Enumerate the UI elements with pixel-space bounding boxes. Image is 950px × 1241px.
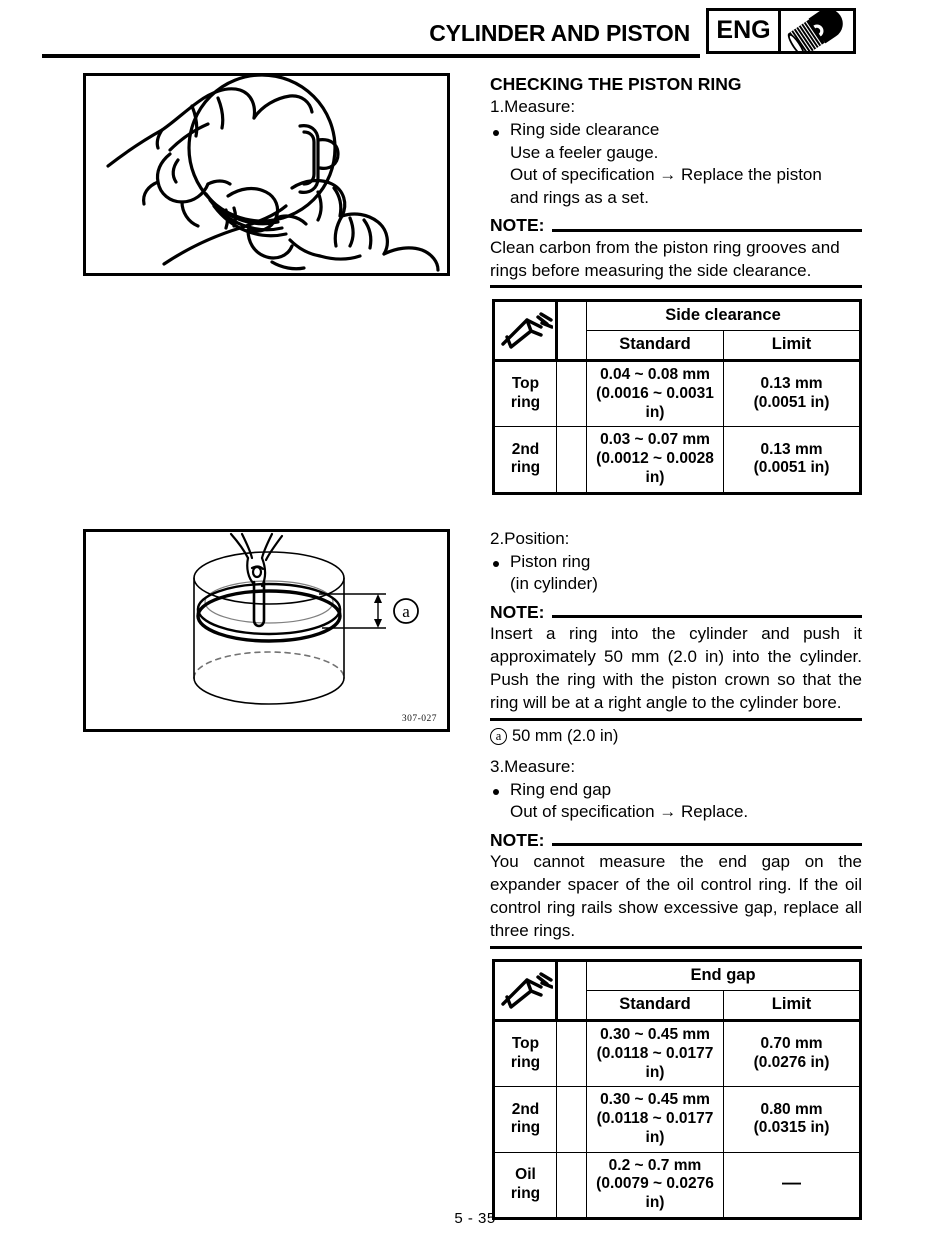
step-3-line-2: Out of specification → Replace. xyxy=(510,802,749,822)
note-2-rule xyxy=(552,615,862,618)
note-3-label: NOTE: xyxy=(490,829,545,850)
table-2-row-1-gap xyxy=(557,1087,587,1152)
page-title: CYLINDER AND PISTON xyxy=(429,20,690,46)
cylinder-piston-icon xyxy=(781,11,853,51)
measure-ring-end-gap-section xyxy=(490,756,862,949)
table-row xyxy=(494,1152,861,1218)
note-2-body: Insert a ring into the cylinder and push it approximately 50 mm (2.0 in) into the cylinder. Push the ring with the piston crown so that the ring will be at a right angle to the cylinder bore. xyxy=(490,624,862,712)
circled-a-icon: a xyxy=(490,728,507,745)
figure-2-caption: 307-027 xyxy=(401,714,437,724)
step-3-bullet xyxy=(490,779,862,802)
table-1-col-standard: Standard xyxy=(587,331,724,361)
table-1-title: Side clearance xyxy=(587,301,861,331)
note-3-body: You cannot measure the end gap on the expander spacer of the oil control ring. If the oil control ring rails show excessive gap, replace all three rings. xyxy=(490,852,862,940)
table-2-title: End gap xyxy=(587,961,861,991)
section-heading: CHECKING THE PISTON RING xyxy=(490,74,742,94)
table-2-col-limit: Limit xyxy=(724,991,861,1021)
table-1-row-1-standard-value: 0.03 ~ 0.07 mm (0.0012 ~ 0.0028 in) xyxy=(587,427,724,493)
table-2-row-2-gap xyxy=(557,1152,587,1218)
table-1-row-0-label: Top ring xyxy=(494,361,557,427)
step-1-bullet-text: Ring side clearance xyxy=(510,120,660,139)
note-3-bottom-rule xyxy=(490,946,862,949)
table-1-row-1-label: 2nd ring xyxy=(494,427,557,493)
table-2-col-standard: Standard xyxy=(587,991,724,1021)
table-1-row-0-standard xyxy=(557,361,587,427)
end-gap-table xyxy=(492,959,862,1220)
checking-piston-ring-section xyxy=(490,73,862,288)
step-1-label: 1.Measure: xyxy=(490,97,576,117)
note-2-heading xyxy=(490,603,862,622)
page-number: 5 - 35 xyxy=(454,1210,496,1227)
reference-a-text: 50 mm (2.0 in) xyxy=(512,727,619,745)
note-3-heading xyxy=(490,831,862,850)
note-1-rule xyxy=(552,229,862,232)
table-1-row-0-standard-value: 0.04 ~ 0.08 mm (0.0016 ~ 0.0031 in) xyxy=(587,361,724,427)
step-2-bullet xyxy=(490,551,862,574)
note-1-bottom-rule xyxy=(490,285,862,288)
step-1-line-2: Use a feeler gauge. xyxy=(510,142,659,162)
bullet-dot-icon xyxy=(493,789,499,795)
step-2-bullet-text: Piston ring xyxy=(510,551,591,571)
section-badge-label: ENG xyxy=(709,11,781,51)
table-row xyxy=(494,1087,861,1152)
step-1-bullet xyxy=(490,119,862,142)
feeler-gauge-icon xyxy=(494,301,557,361)
position-piston-ring-section xyxy=(490,528,862,721)
table-2-row-0-gap xyxy=(557,1021,587,1087)
table-2-row-1-standard-value: 0.30 ~ 0.45 mm (0.0118 ~ 0.0177 in) xyxy=(587,1087,724,1152)
figure-piston-ring-inserted-in-cylinder xyxy=(83,529,450,732)
note-2-bottom-rule xyxy=(490,718,862,721)
note-3-rule xyxy=(552,843,862,846)
table-row-header-title xyxy=(494,301,861,331)
table-2-row-2-standard-value: 0.2 ~ 0.7 mm (0.0079 ~ 0.0276 in) xyxy=(587,1152,724,1218)
table-2-row-2-limit-value: — xyxy=(724,1152,861,1218)
step-3-label: 3.Measure: xyxy=(490,757,576,776)
bullet-dot-icon xyxy=(493,561,499,567)
table-2-row-0-standard-value: 0.30 ~ 0.45 mm (0.0118 ~ 0.0177 in) xyxy=(587,1021,724,1087)
table-spacer-cell xyxy=(557,301,587,361)
table-2-row-0-label: Top ring xyxy=(494,1021,557,1087)
bullet-dot-icon xyxy=(493,130,499,136)
note-1-body: Clean carbon from the piston ring grooves and rings before measuring the side clearance. xyxy=(490,237,840,280)
step-1-line-4: and rings as a set. xyxy=(510,187,649,207)
side-clearance-table xyxy=(492,299,862,495)
step-1-line-3: Out of specification → Replace the piston xyxy=(510,165,822,185)
step-2-line-2: (in cylinder) xyxy=(510,574,598,594)
table-row xyxy=(494,361,861,427)
table-spacer-cell xyxy=(557,961,587,1021)
table-1-row-1-gap xyxy=(557,427,587,493)
table-1-row-1-limit-value: 0.13 mm (0.0051 in) xyxy=(724,427,861,493)
page-footer xyxy=(0,1210,950,1227)
table-2-row-1-limit-value: 0.80 mm (0.0315 in) xyxy=(724,1087,861,1152)
header-divider xyxy=(42,54,700,58)
section-badge xyxy=(706,8,856,54)
table-2-row-2-label: Oil ring xyxy=(494,1152,557,1218)
step-3-bullet-text: Ring end gap xyxy=(510,779,612,799)
table-row-header-title xyxy=(494,961,861,991)
note-2-label: NOTE: xyxy=(490,601,545,622)
reference-a-line xyxy=(490,726,862,747)
table-2-row-1-label: 2nd ring xyxy=(494,1087,557,1152)
table-1-col-limit: Limit xyxy=(724,331,861,361)
page-header xyxy=(0,0,950,62)
table-2-row-0-limit-value: 0.70 mm (0.0276 in) xyxy=(724,1021,861,1087)
note-1-label: NOTE: xyxy=(490,215,545,236)
feeler-gauge-icon xyxy=(494,961,557,1021)
table-1-row-0-limit-value: 0.13 mm (0.0051 in) xyxy=(724,361,861,427)
figure-hands-measuring-piston-ring-side-clearance xyxy=(83,73,450,276)
step-2-label: 2.Position: xyxy=(490,529,570,548)
note-1-heading xyxy=(490,216,862,235)
table-row xyxy=(494,1021,861,1087)
svg-text:a: a xyxy=(402,602,410,621)
table-row xyxy=(494,427,861,493)
